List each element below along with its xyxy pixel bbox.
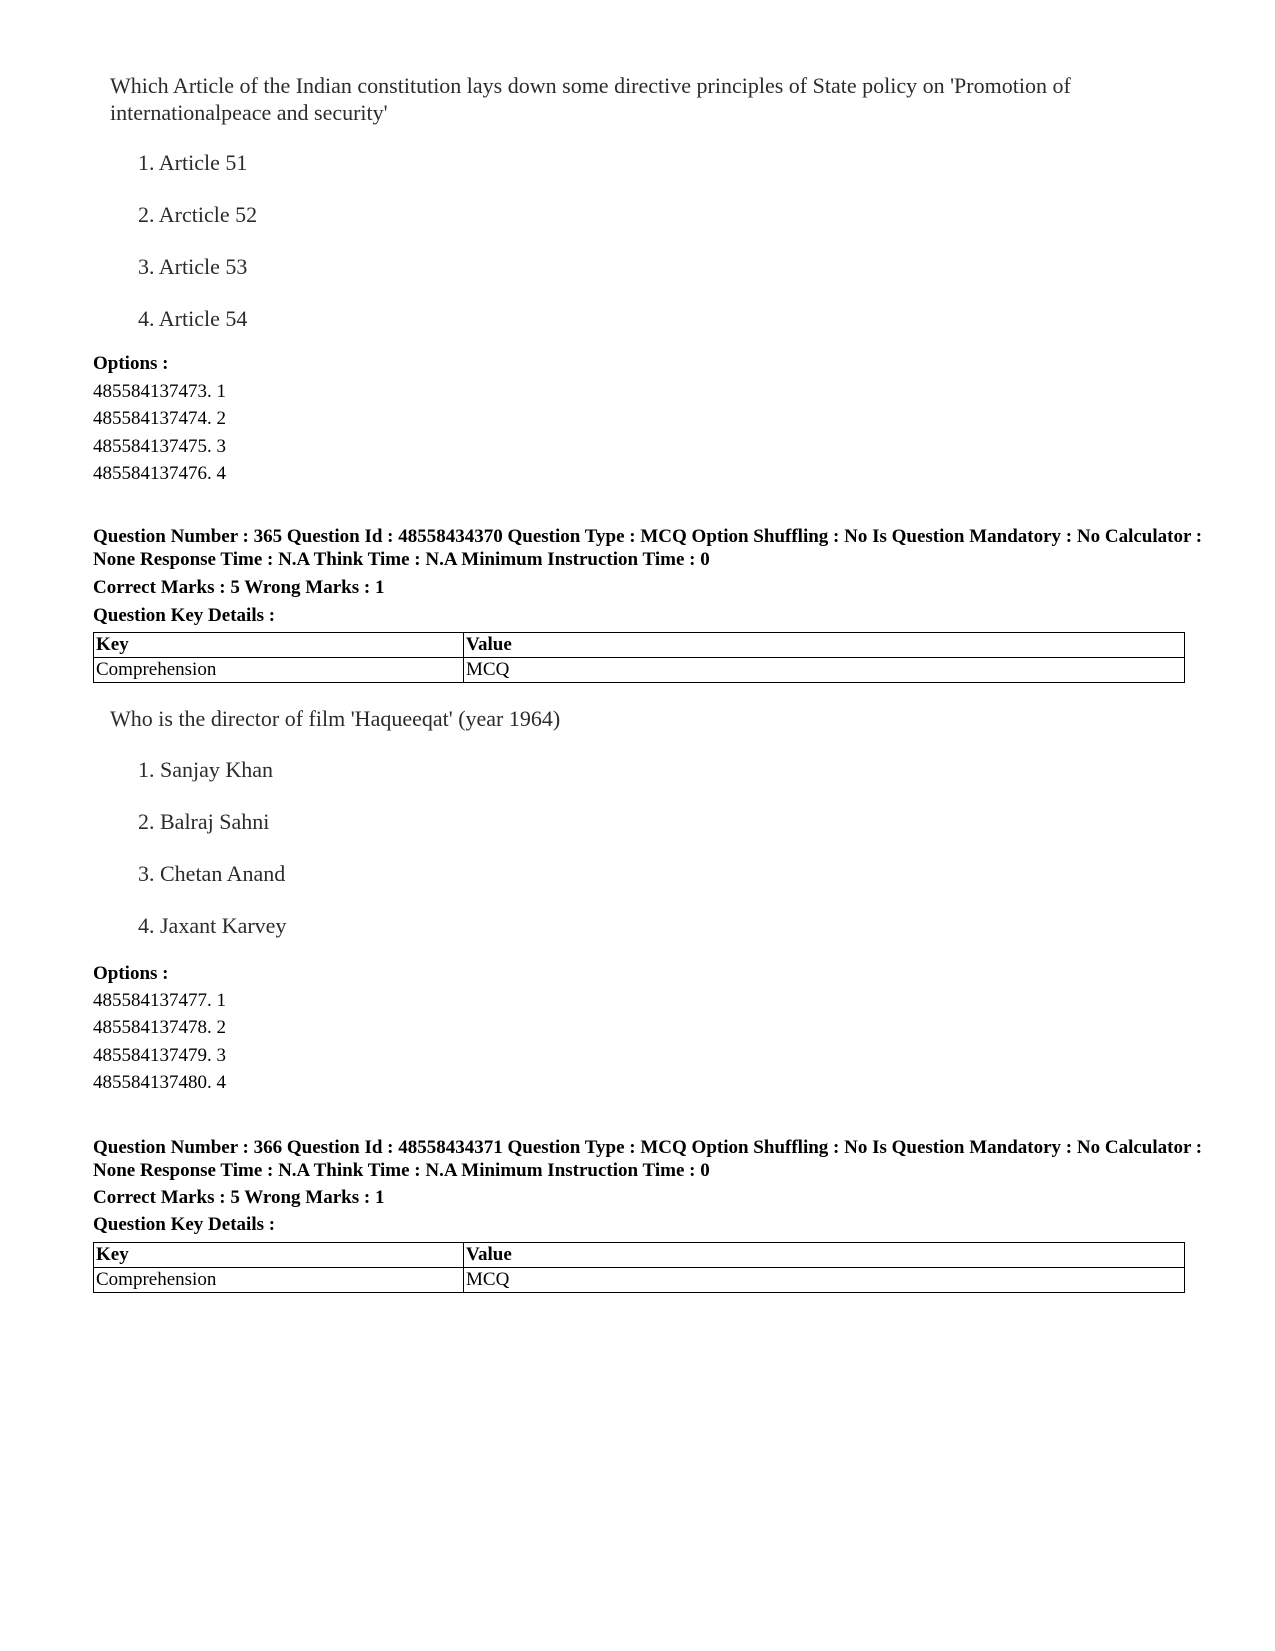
options-label: Options : xyxy=(93,963,169,984)
option-id: 485584137477. 1 xyxy=(93,990,226,1011)
option-id: 485584137475. 3 xyxy=(93,436,226,457)
table-header-key: Key xyxy=(94,1243,464,1268)
question-image xyxy=(110,72,1170,331)
table-cell-value: MCQ xyxy=(464,658,1185,683)
choice-item: 1. Article 51 xyxy=(138,150,248,175)
option-id: 485584137473. 1 xyxy=(93,381,226,402)
table-cell-key: Comprehension xyxy=(94,1268,464,1293)
option-id: 485584137476. 4 xyxy=(93,463,226,484)
table-header-key: Key xyxy=(94,633,464,658)
question-text: Which Article of the Indian constitution lays down some directive principles of State policy on 'Promotion of internationalpeace and security' xyxy=(110,73,1071,125)
table-header-row xyxy=(94,1243,1185,1268)
table-header-value: Value xyxy=(464,1243,1185,1268)
marks-line: Correct Marks : 5 Wrong Marks : 1 xyxy=(93,1187,385,1208)
table-header-row xyxy=(94,633,1185,658)
table-row xyxy=(94,1268,1185,1293)
choice-item: 2. Arcticle 52 xyxy=(138,202,258,227)
choice-item: 2. Balraj Sahni xyxy=(138,809,270,834)
option-id: 485584137480. 4 xyxy=(93,1072,226,1093)
question-image xyxy=(110,705,1170,938)
key-details-table xyxy=(93,1242,1185,1293)
choice-item: 3. Article 53 xyxy=(138,254,248,279)
option-id: 485584137479. 3 xyxy=(93,1045,226,1066)
option-id: 485584137478. 2 xyxy=(93,1017,226,1038)
question-meta: Question Number : 366 Question Id : 48558434371 Question Type : MCQ Option Shuffling : No Is Question Mandatory : No Calculator : None Response Time : N.A Think Time : N.A Minimum Instruction Time : 0 xyxy=(93,1137,1203,1181)
table-header-value: Value xyxy=(464,633,1185,658)
options-label: Options : xyxy=(93,353,169,374)
choice-item: 4. Article 54 xyxy=(138,306,248,331)
choice-item: 1. Sanjay Khan xyxy=(138,757,274,782)
key-details-label: Question Key Details : xyxy=(93,1214,276,1235)
marks-line: Correct Marks : 5 Wrong Marks : 1 xyxy=(93,577,385,598)
table-row xyxy=(94,658,1185,683)
question-text: Who is the director of film 'Haqueeqat' (year 1964) xyxy=(110,706,561,731)
choice-item: 4. Jaxant Karvey xyxy=(138,913,287,938)
key-details-table xyxy=(93,632,1185,683)
table-cell-key: Comprehension xyxy=(94,658,464,683)
option-id: 485584137474. 2 xyxy=(93,408,226,429)
question-meta: Question Number : 365 Question Id : 48558434370 Question Type : MCQ Option Shuffling : No Is Question Mandatory : No Calculator : None Response Time : N.A Think Time : N.A Minimum Instruction Time : 0 xyxy=(93,526,1203,570)
table-cell-value: MCQ xyxy=(464,1268,1185,1293)
choice-item: 3. Chetan Anand xyxy=(138,861,286,886)
key-details-label: Question Key Details : xyxy=(93,605,276,626)
